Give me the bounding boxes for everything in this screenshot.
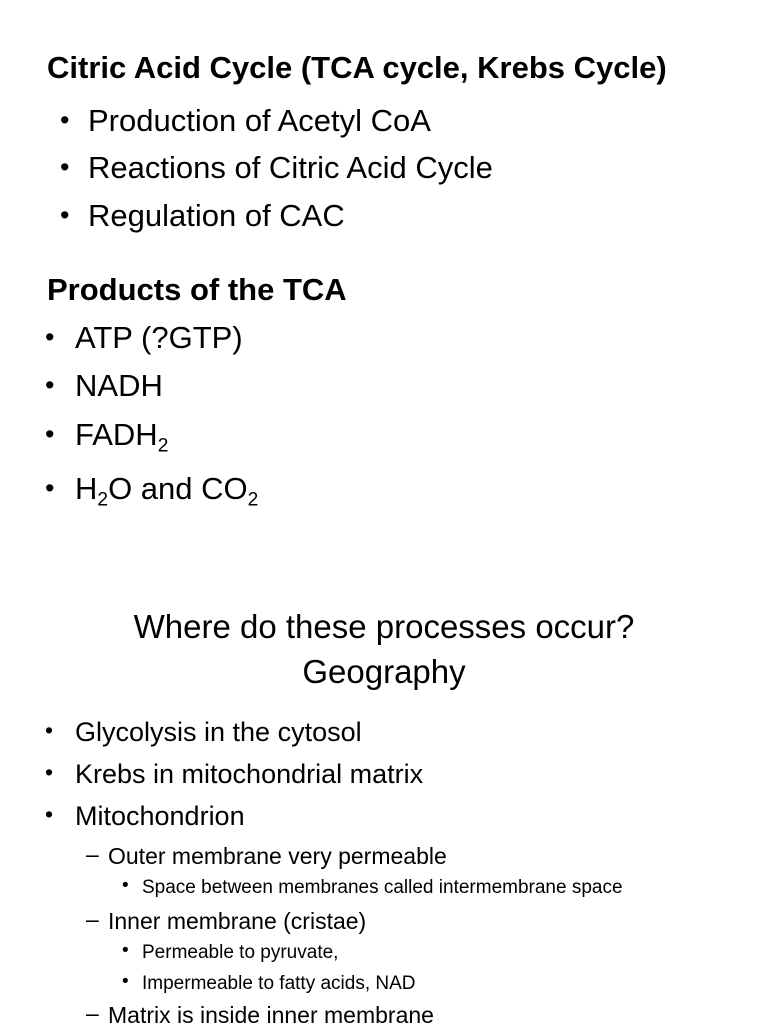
bullet-icon: •: [122, 940, 129, 961]
bullet-icon: •: [45, 322, 55, 352]
product-formula: O and CO: [108, 471, 248, 506]
product-formula: H: [75, 471, 98, 506]
geography-sub-bullet: Inner membrane (cristae): [108, 908, 367, 934]
bullet-icon: •: [122, 875, 129, 896]
bullet-icon: •: [45, 801, 54, 827]
subscript: 2: [157, 435, 169, 457]
bullet-icon: •: [60, 152, 70, 182]
dash-icon: –: [86, 1000, 99, 1026]
geography-bullet: Krebs in mitochondrial matrix: [75, 759, 424, 789]
slide-1-bullet: Regulation of CAC: [88, 198, 345, 233]
product-item: [75, 471, 259, 511]
slide-1-bullet: Reactions of Citric Acid Cycle: [88, 150, 493, 185]
bullet-icon: •: [45, 717, 54, 743]
product-formula: FADH: [75, 417, 158, 452]
bullet-icon: •: [45, 370, 55, 400]
subscript: 2: [97, 489, 109, 511]
bullet-icon: •: [45, 473, 55, 503]
geography-bullet: Glycolysis in the cytosol: [75, 717, 362, 747]
slide-1-title: Citric Acid Cycle (TCA cycle, Krebs Cycle): [47, 50, 667, 85]
geography-sub-sub-bullet: Permeable to pyruvate,: [142, 942, 339, 963]
bullet-icon: •: [60, 105, 70, 135]
dash-icon: –: [86, 841, 99, 867]
slide-3-title: Where do these processes occur?: [133, 608, 635, 645]
bullet-icon: •: [122, 971, 129, 992]
geography-sub-sub-bullet: Space between membranes called intermembrane space: [142, 877, 623, 898]
geography-sub-sub-bullet: Impermeable to fatty acids, NAD: [142, 973, 416, 994]
bullet-icon: •: [60, 200, 70, 230]
bullet-icon: •: [45, 759, 54, 785]
geography-sub-bullet: Outer membrane very permeable: [108, 843, 447, 869]
geography-sub-bullet: Matrix is inside inner membrane: [108, 1002, 434, 1028]
dash-icon: –: [86, 906, 99, 932]
slide-1-bullet: Production of Acetyl CoA: [88, 103, 431, 138]
geography-bullet: Mitochondrion: [75, 801, 245, 831]
product-item: [75, 417, 169, 457]
slide-3-subtitle: Geography: [302, 653, 466, 690]
product-item: ATP (?GTP): [75, 320, 243, 355]
product-item: NADH: [75, 368, 163, 403]
slide-2-title: Products of the TCA: [47, 272, 347, 307]
bullet-icon: •: [45, 419, 55, 449]
subscript: 2: [247, 489, 259, 511]
